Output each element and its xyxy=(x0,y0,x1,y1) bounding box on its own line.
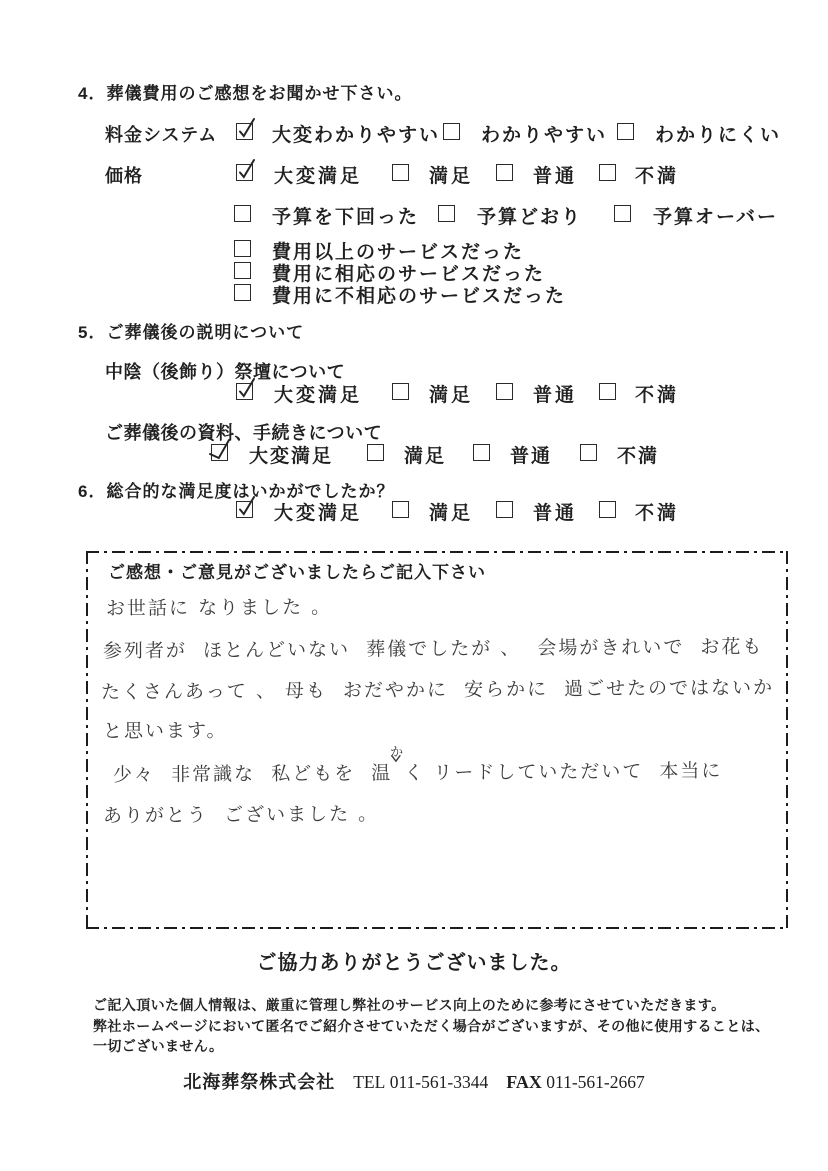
fee-system-row xyxy=(0,120,828,146)
inserted-kana: か xyxy=(390,745,404,761)
checkbox-budget-under[interactable] xyxy=(234,205,251,222)
q5-heading: 5．ご葬儀後の説明について xyxy=(78,323,305,342)
checkbox-paperwork-very-satisfied[interactable] xyxy=(211,444,228,461)
checkmark-icon xyxy=(237,165,252,180)
checkbox-paperwork-dissatisfied[interactable] xyxy=(580,444,597,461)
checkmark-icon xyxy=(237,124,252,139)
handwriting-line-3: たくさんあって 、 母も おだやかに 安らかに 過ごせたのではないか xyxy=(100,676,775,704)
checkmark-icon xyxy=(237,384,252,399)
checkmark-icon xyxy=(212,445,227,460)
handwriting-line-4: と思います。 xyxy=(102,719,228,743)
option-label-dissatisfied: 不満 xyxy=(635,385,680,406)
checkbox-fee-very-clear[interactable] xyxy=(236,123,253,140)
checkbox-altar-very-satisfied[interactable] xyxy=(236,383,253,400)
phone-number: TEL 011-561-3344 xyxy=(353,1072,489,1092)
option-label-satisfied: 満足 xyxy=(429,503,474,524)
closing-message: ご協力ありがとうございました。 xyxy=(256,952,572,974)
checkbox-overall-satisfied[interactable] xyxy=(392,501,409,518)
q4-heading: 4．葬儀費用のご感想をお聞かせ下さい。 xyxy=(78,84,413,103)
comment-box-border-right xyxy=(786,551,788,929)
checkbox-service-above-cost[interactable] xyxy=(234,240,251,257)
checkbox-budget-over[interactable] xyxy=(614,205,631,222)
company-name: 北海葬祭株式会社 xyxy=(183,1072,336,1092)
handwriting-line-2: 参列者が ほとんどいない 葬儀でしたが 、 会場がきれいで お花も xyxy=(102,635,764,663)
altar-row xyxy=(0,380,828,406)
checkbox-price-dissatisfied[interactable] xyxy=(599,164,616,181)
handwriting-line-6: ありがとう ございました 。 xyxy=(102,803,380,827)
option-label-very-satisfied: 大変満足 xyxy=(274,385,363,406)
comment-box-border-bottom xyxy=(86,927,788,929)
comment-box-border-left xyxy=(86,551,88,929)
option-label-neutral: 普通 xyxy=(533,503,578,524)
option-label-neutral: 普通 xyxy=(533,385,578,406)
option-label-satisfied: 満足 xyxy=(404,446,447,467)
option-label-service-matches-cost: 費用に相応のサービスだった xyxy=(272,264,546,285)
handwriting-line-5 xyxy=(112,745,723,787)
comment-box xyxy=(86,551,788,929)
inserted-kana-wrapper xyxy=(390,745,404,779)
checkbox-overall-dissatisfied[interactable] xyxy=(599,501,616,518)
handwriting-line-5-pre: 少々 非常識な 私どもを 温 xyxy=(112,762,393,787)
option-label-neutral: 普通 xyxy=(533,166,578,187)
checkbox-price-very-satisfied[interactable] xyxy=(236,164,253,181)
checkbox-altar-satisfied[interactable] xyxy=(392,383,409,400)
comment-box-title: ご感想・ご意見がございましたらご記入下さい xyxy=(108,563,486,582)
option-label-service-above-cost: 費用以上のサービスだった xyxy=(272,242,525,263)
option-label-neutral: 普通 xyxy=(510,446,553,467)
option-label-as-budgeted: 予算どおり xyxy=(477,207,583,228)
checkbox-overall-neutral[interactable] xyxy=(496,501,513,518)
option-label-dissatisfied: 不満 xyxy=(635,166,680,187)
option-label-dissatisfied: 不満 xyxy=(617,446,660,467)
checkbox-fee-clear[interactable] xyxy=(443,123,460,140)
option-label-service-below-cost: 費用に不相応のサービスだった xyxy=(272,286,567,307)
option-label-under-budget: 予算を下回った xyxy=(272,207,420,228)
fax-number: FAX 011-561-2667 xyxy=(506,1072,645,1092)
checkbox-altar-dissatisfied[interactable] xyxy=(599,383,616,400)
checkbox-paperwork-neutral[interactable] xyxy=(473,444,490,461)
option-label-clear: わかりやすい xyxy=(481,125,608,146)
checkbox-overall-very-satisfied[interactable] xyxy=(236,501,253,518)
checkbox-price-neutral[interactable] xyxy=(496,164,513,181)
option-label-very-satisfied: 大変満足 xyxy=(249,446,334,467)
option-label-unclear: わかりにくい xyxy=(655,125,782,146)
comment-box-border-top xyxy=(86,551,788,553)
altar-sublabel: 中陰（後飾り）祭壇について xyxy=(105,362,346,382)
checkbox-budget-as-planned[interactable] xyxy=(438,205,455,222)
privacy-line-3: 一切ございません。 xyxy=(93,1038,224,1054)
privacy-note xyxy=(93,995,770,1057)
checkbox-service-below-cost[interactable] xyxy=(234,284,251,301)
overall-row xyxy=(0,498,828,524)
privacy-line-1: ご記入頂いた個人情報は、厳重に管理し弊社のサービス向上のために参考にさせていただきます。 xyxy=(93,997,726,1013)
service-row-3 xyxy=(0,281,828,307)
checkbox-paperwork-satisfied[interactable] xyxy=(367,444,384,461)
q6-heading: 6．総合的な満足度はいかがでしたか？ xyxy=(78,482,395,501)
fee-system-label: 料金システム xyxy=(105,125,218,145)
paperwork-sublabel: ご葬儀後の資料、手続きについて xyxy=(105,423,383,443)
option-label-satisfied: 満足 xyxy=(429,166,474,187)
price-row xyxy=(0,161,828,187)
checkbox-fee-unclear[interactable] xyxy=(617,123,634,140)
privacy-line-2: 弊社ホームページにおいて匿名でご紹介させていただく場合がございますが、その他に使用することは、 xyxy=(93,1017,770,1034)
handwriting-line-1: お世話に なりました 。 xyxy=(105,596,333,620)
price-label: 価格 xyxy=(105,166,143,186)
option-label-very-satisfied: 大変満足 xyxy=(274,166,363,187)
checkbox-service-matches-cost[interactable] xyxy=(234,262,251,279)
checkbox-price-satisfied[interactable] xyxy=(392,164,409,181)
option-label-dissatisfied: 不満 xyxy=(635,503,680,524)
paperwork-row xyxy=(0,441,828,467)
footer-contact xyxy=(0,1068,828,1094)
handwriting-line-5-post: く リードしていただいて 本当に xyxy=(404,759,723,785)
checkmark-icon xyxy=(237,502,252,517)
budget-row xyxy=(0,202,828,228)
option-label-satisfied: 満足 xyxy=(429,385,474,406)
option-label-over-budget: 予算オーバー xyxy=(653,207,779,228)
option-label-very-clear: 大変わかりやすい xyxy=(272,125,441,146)
option-label-very-satisfied: 大変満足 xyxy=(274,503,363,524)
checkbox-altar-neutral[interactable] xyxy=(496,383,513,400)
